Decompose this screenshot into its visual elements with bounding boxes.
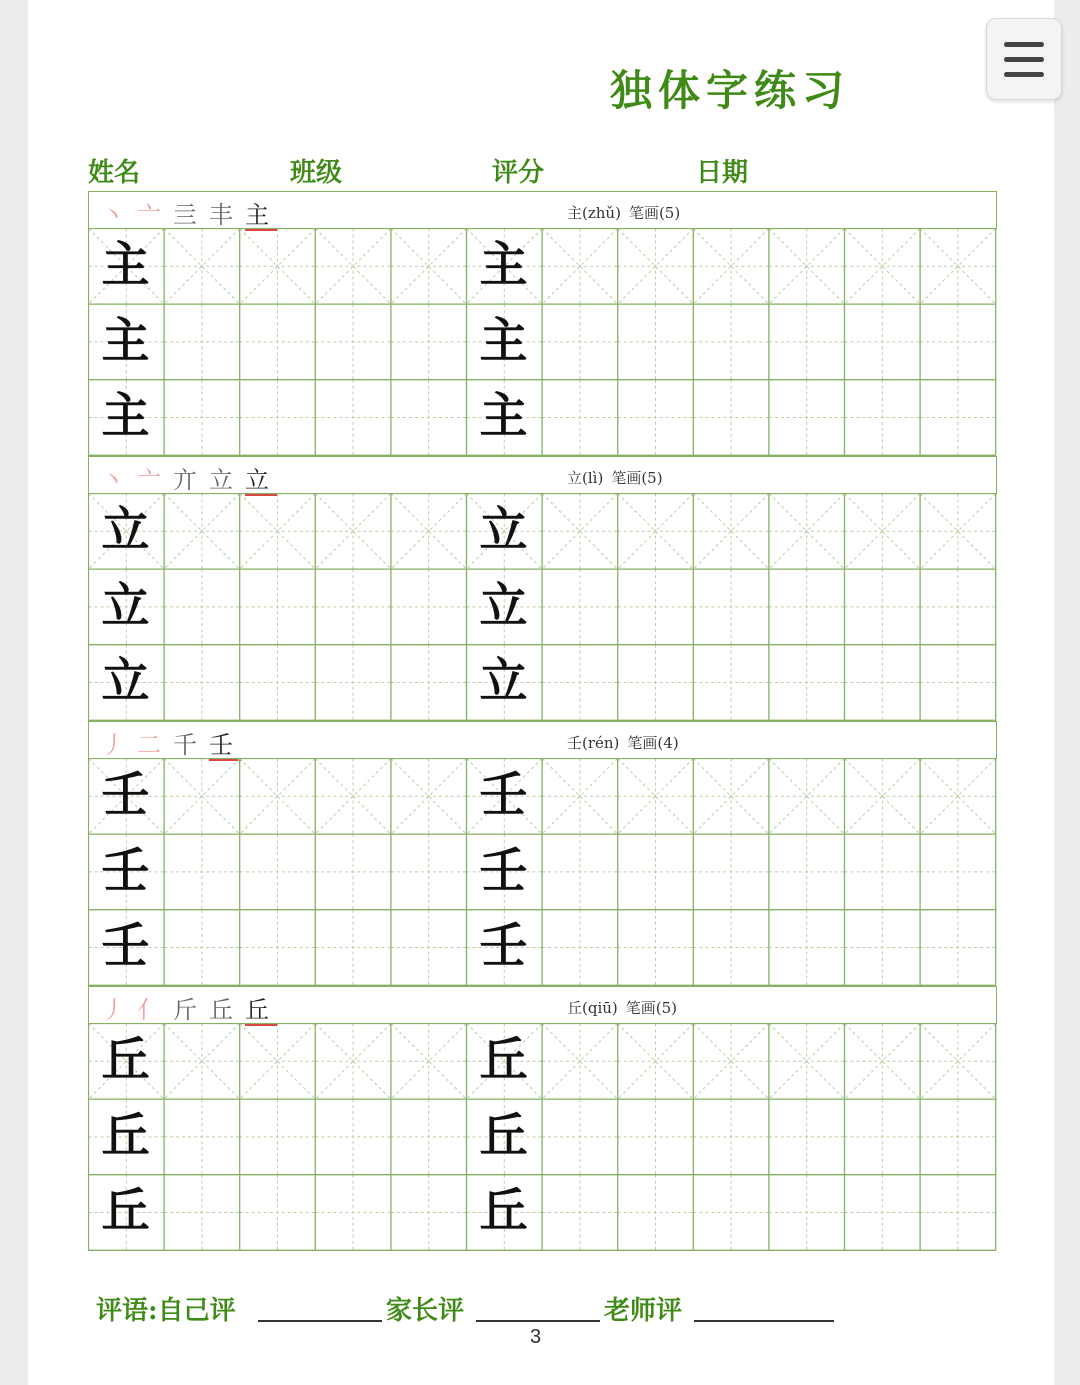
stroke-step: 丰 bbox=[209, 201, 241, 229]
info-label: 姓名 bbox=[88, 158, 141, 188]
stroke-step: 亖 bbox=[173, 201, 205, 229]
stroke-step: 千 bbox=[173, 731, 205, 759]
stroke-step: 亻 bbox=[137, 996, 169, 1024]
model-character: 丘 bbox=[101, 1107, 150, 1164]
model-character: 主 bbox=[101, 312, 150, 369]
model-character: 立 bbox=[101, 577, 150, 634]
hamburger-menu-icon-bar bbox=[1004, 57, 1044, 62]
stroke-step: 亠 bbox=[137, 466, 169, 494]
model-character: 壬 bbox=[101, 842, 150, 899]
stroke-step: 丶 bbox=[101, 466, 133, 494]
stroke-step: 立 bbox=[245, 466, 277, 494]
model-character: 主 bbox=[101, 388, 150, 445]
teacher-comment bbox=[604, 1290, 682, 1327]
info-field-date bbox=[696, 152, 748, 186]
parent-comment-blank[interactable] bbox=[476, 1320, 600, 1322]
character-info bbox=[567, 997, 685, 1018]
model-character: 立 bbox=[101, 653, 150, 710]
model-character: 主 bbox=[479, 312, 528, 369]
parent-comment bbox=[386, 1290, 464, 1327]
stroke-order-sequence bbox=[101, 990, 281, 1025]
writing-cells[interactable] bbox=[88, 1023, 997, 1251]
info-field-name bbox=[88, 152, 140, 186]
character-info bbox=[567, 202, 688, 223]
stroke-step: 丿 bbox=[101, 996, 133, 1024]
stroke-count-label: 笔画(5) bbox=[611, 469, 663, 487]
page-number: 3 bbox=[530, 1326, 542, 1348]
model-character: 立 bbox=[479, 502, 528, 558]
model-character: 丘 bbox=[479, 1183, 528, 1240]
stroke-step: 丶 bbox=[101, 201, 133, 229]
character-header bbox=[88, 191, 997, 229]
character-block bbox=[88, 191, 997, 456]
stroke-step: 亠 bbox=[137, 201, 169, 229]
character-info bbox=[567, 467, 671, 488]
footer-comments bbox=[96, 1290, 236, 1327]
pinyin-label: 立(lì) bbox=[567, 469, 604, 487]
character-block bbox=[88, 721, 997, 986]
character-header bbox=[88, 986, 997, 1024]
hamburger-menu-icon bbox=[1004, 42, 1044, 47]
writing-cells[interactable] bbox=[88, 758, 997, 986]
writing-cells[interactable] bbox=[88, 493, 997, 721]
model-character: 主 bbox=[479, 388, 528, 445]
character-block bbox=[88, 986, 997, 1251]
model-character: 主 bbox=[101, 237, 150, 293]
stroke-step: 丿 bbox=[101, 731, 133, 759]
parent-comment-label: 家长评 bbox=[386, 1296, 465, 1326]
pinyin-label: 壬(rén) bbox=[567, 734, 620, 752]
stroke-step: 斤 bbox=[173, 996, 205, 1024]
teacher-comment-label: 老师评 bbox=[604, 1296, 683, 1326]
model-character: 立 bbox=[101, 502, 150, 558]
stroke-step: 丘 bbox=[209, 996, 241, 1024]
info-label: 评分 bbox=[492, 158, 545, 188]
stroke-order-sequence bbox=[101, 460, 281, 495]
character-header bbox=[88, 456, 997, 494]
stroke-order-sequence bbox=[101, 195, 281, 230]
info-label: 班级 bbox=[290, 158, 343, 188]
stroke-step: 壬 bbox=[209, 731, 241, 759]
model-character: 丘 bbox=[101, 1183, 150, 1240]
model-character: 壬 bbox=[479, 842, 528, 899]
model-character: 立 bbox=[479, 577, 528, 634]
stroke-count-label: 笔画(5) bbox=[628, 204, 681, 222]
self-comment-label: 评语:自己评 bbox=[96, 1296, 236, 1326]
character-info bbox=[567, 732, 687, 753]
info-label: 日期 bbox=[696, 158, 749, 188]
character-header bbox=[88, 721, 997, 759]
stroke-order-sequence bbox=[101, 725, 245, 760]
info-field-class bbox=[290, 152, 342, 186]
model-character: 丘 bbox=[101, 1032, 150, 1088]
self-comment-blank[interactable] bbox=[258, 1320, 382, 1322]
stroke-step: 立 bbox=[209, 466, 241, 494]
teacher-comment-blank[interactable] bbox=[694, 1320, 834, 1322]
stroke-count-label: 笔画(4) bbox=[627, 734, 679, 752]
model-character: 壬 bbox=[479, 918, 528, 975]
model-character: 丘 bbox=[479, 1032, 528, 1088]
stroke-step: 丘 bbox=[245, 996, 277, 1024]
stroke-count-label: 笔画(5) bbox=[625, 999, 678, 1017]
stroke-step: 二 bbox=[137, 731, 169, 759]
model-character: 立 bbox=[479, 653, 528, 710]
character-block bbox=[88, 456, 997, 721]
model-character: 壬 bbox=[479, 767, 528, 823]
model-character: 主 bbox=[479, 237, 528, 293]
writing-cells[interactable] bbox=[88, 228, 997, 456]
stroke-step: 亣 bbox=[173, 466, 205, 494]
info-field-score bbox=[492, 152, 544, 186]
stroke-step: 主 bbox=[245, 201, 277, 229]
model-character: 丘 bbox=[479, 1107, 528, 1164]
page-title: 独体字练习 bbox=[610, 66, 851, 115]
model-character: 壬 bbox=[101, 767, 150, 823]
hamburger-menu-icon-bar bbox=[1004, 72, 1044, 77]
pinyin-label: 丘(qiū) bbox=[567, 999, 618, 1017]
model-character: 壬 bbox=[101, 918, 150, 975]
practice-grid bbox=[88, 191, 997, 1251]
menu-button[interactable] bbox=[986, 18, 1062, 100]
pinyin-label: 主(zhǔ) bbox=[567, 204, 621, 222]
